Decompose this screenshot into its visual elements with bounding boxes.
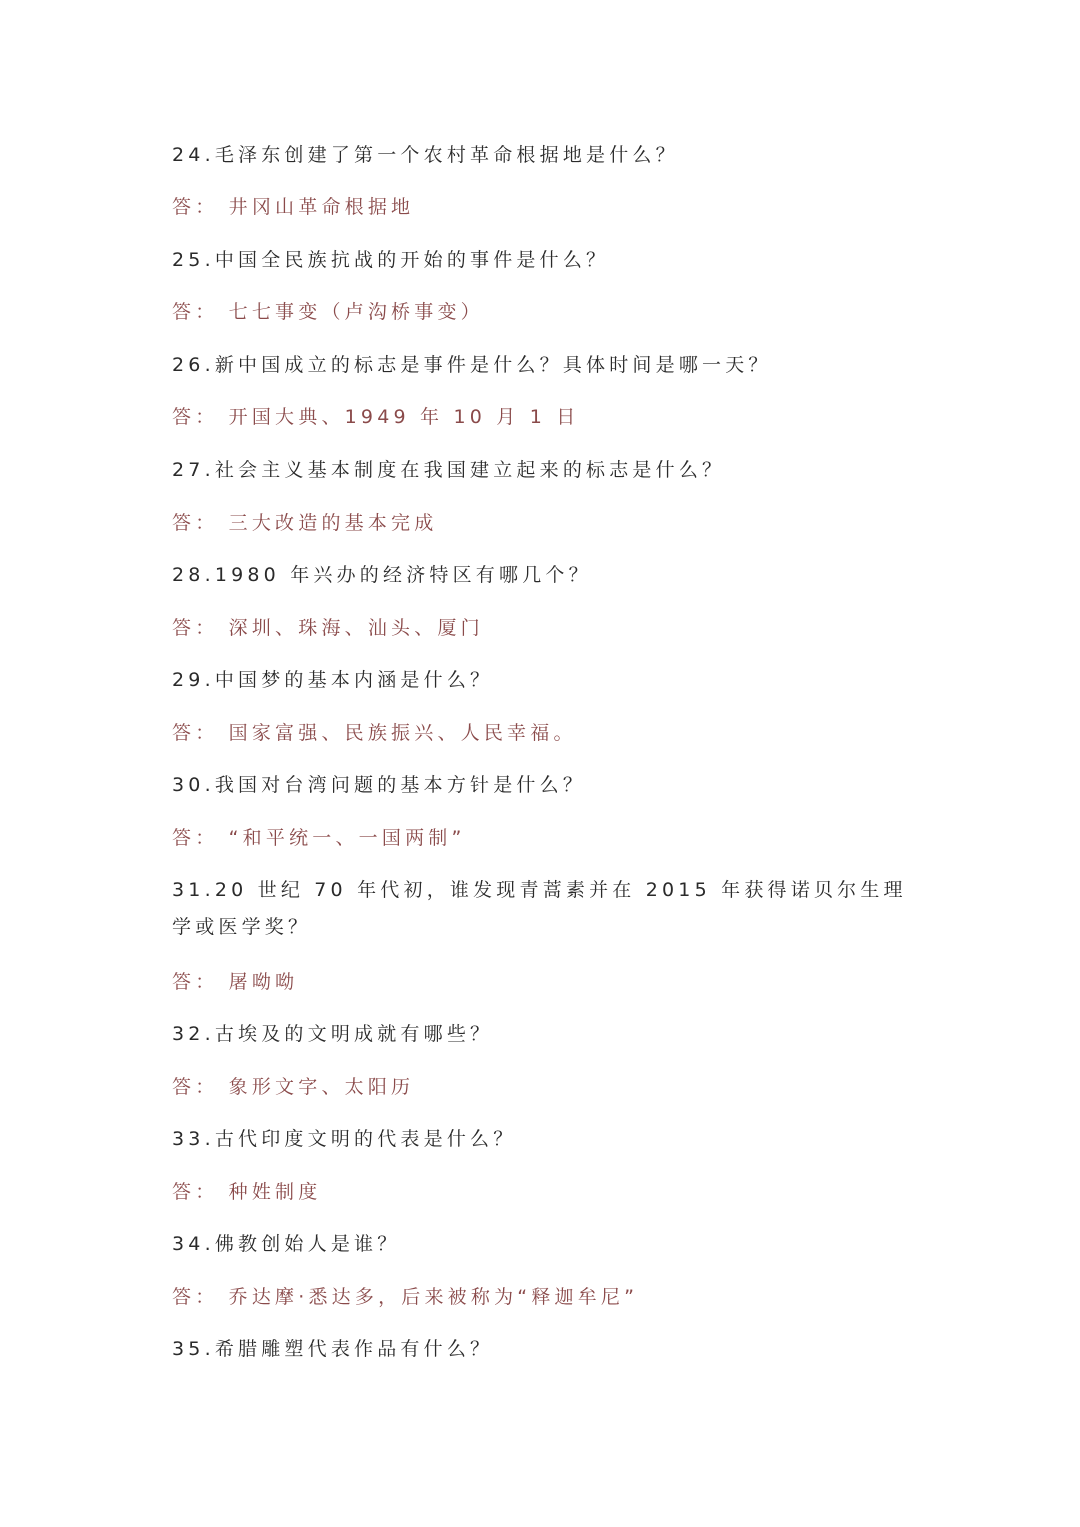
answer-27: 答： 三大改造的基本完成 [172, 512, 438, 534]
question-24: 24.毛泽东创建了第一个农村革命根据地是什么？ [172, 144, 679, 166]
question-26: 26.新中国成立的标志是事件是什么？具体时间是哪一天？ [172, 354, 772, 376]
answer-34: 答： 乔达摩·悉达多，后来被称为“释迦牟尼” [172, 1286, 639, 1308]
question-30: 30.我国对台湾问题的基本方针是什么？ [172, 774, 587, 796]
question-28: 28.1980 年兴办的经济特区有哪几个？ [172, 564, 592, 586]
answer-30: 答： “和平统一、一国两制” [172, 827, 466, 849]
answer-26: 答： 开国大典、1949 年 10 月 1 日 [172, 406, 580, 428]
answer-29: 答： 国家富强、民族振兴、人民幸福。 [172, 722, 577, 744]
answer-31: 答： 屠呦呦 [172, 971, 299, 993]
question-32: 32.古埃及的文明成就有哪些？ [172, 1023, 494, 1045]
question-34: 34.佛教创始人是谁？ [172, 1233, 401, 1255]
question-27: 27.社会主义基本制度在我国建立起来的标志是什么？ [172, 459, 726, 481]
answer-28: 答： 深圳、珠海、汕头、厦门 [172, 617, 484, 639]
question-25: 25.中国全民族抗战的开始的事件是什么？ [172, 249, 610, 271]
question-29: 29.中国梦的基本内涵是什么？ [172, 669, 494, 691]
question-35: 35.希腊雕塑代表作品有什么？ [172, 1338, 494, 1360]
answer-25: 答： 七七事变（卢沟桥事变） [172, 301, 484, 323]
question-31: 31.20 世纪 70 年代初，谁发现青蒿素并在 2015 年获得诺贝尔生理学或医学奖？ [172, 879, 907, 938]
answer-24: 答： 井冈山革命根据地 [172, 196, 415, 218]
question-33: 33.古代印度文明的代表是什么？ [172, 1128, 517, 1150]
answer-33: 答： 种姓制度 [172, 1181, 322, 1203]
answer-32: 答： 象形文字、太阳历 [172, 1076, 415, 1098]
